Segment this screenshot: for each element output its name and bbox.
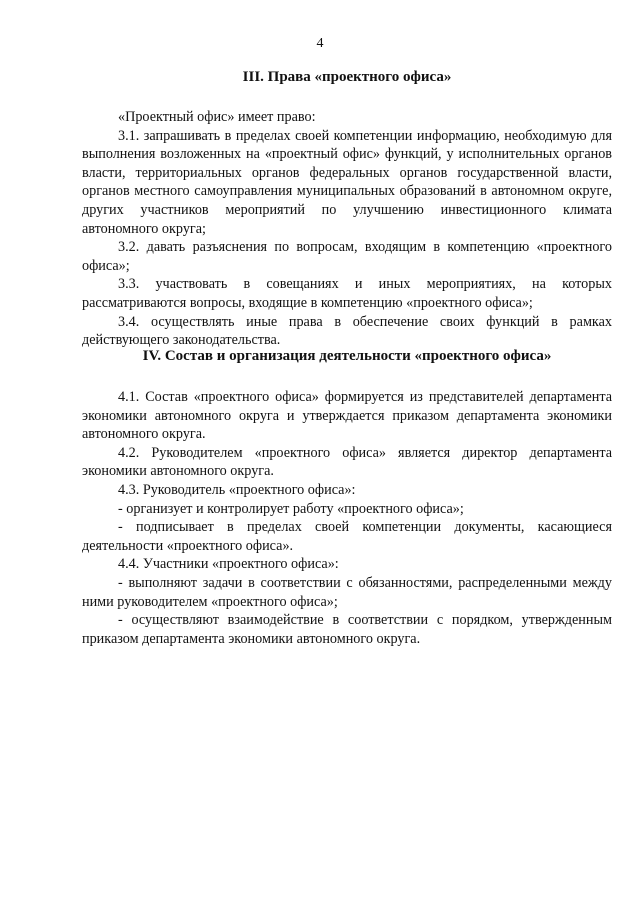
clause-4-4: 4.4. Участники «проектного офиса»: <box>118 556 339 573</box>
clause-4-4-item-1: - выполняют задачи в соответствии с обязанностями, распределенными между ними руководителем «проектного офиса»; <box>82 574 612 610</box>
clause-4-4-item-2: - осуществляют взаимодействие в соответствии с порядком, утвержденным приказом департамента экономики автономного округа. <box>82 612 612 647</box>
clause-4-3: 4.3. Руководитель «проектного офиса»: <box>118 481 356 498</box>
section-4-body <box>82 388 612 648</box>
section-4-title: IV. Состав и организация деятельности «проектного офиса» <box>142 348 552 364</box>
clause-3-4: 3.4. осуществлять иные права в обеспечение своих функций в рамках действующего законодательства. <box>82 313 612 349</box>
clause-3-2: 3.2. давать разъяснения по вопросам, входящим в компетенцию «проектного офиса»; <box>82 239 612 274</box>
page-number: 4 <box>316 36 324 51</box>
clause-4-3-item-1: - организует и контролирует работу «проектного офиса»; <box>118 500 464 517</box>
clause-4-3-item-2: - подписывает в пределах своей компетенции документы, касающиеся деятельности «проектного офиса». <box>82 519 612 554</box>
clause-4-1: 4.1. Состав «проектного офиса» формируется из представителей департамента экономики автономного округа и утверждается приказом департамента экономики автономного округа. <box>82 389 612 443</box>
clause-3-3: 3.3. участвовать в совещаниях и иных мероприятиях, на которых рассматриваются вопросы, входящие в компетенцию «проектного офиса»; <box>82 276 612 311</box>
section-3-body <box>82 108 612 350</box>
section-3-title: III. Права «проектного офиса» <box>242 69 452 85</box>
clause-4-2: 4.2. Руководителем «проектного офиса» является директор департамента экономики автономного округа. <box>82 444 612 480</box>
clause-3-1: 3.1. запрашивать в пределах своей компетенции информацию, необходимую для выполнения возложенных на «проектный офис» функций, у исполнительных органов власти, территориальных органов федеральных органов государственной власти, органов местного самоуправления муниципальных образований в автономном округе, других участников мероприятий по улучшению инвестиционного климата автономного округа; <box>82 127 612 237</box>
section-3-intro: «Проектный офис» имеет право: <box>118 109 316 125</box>
